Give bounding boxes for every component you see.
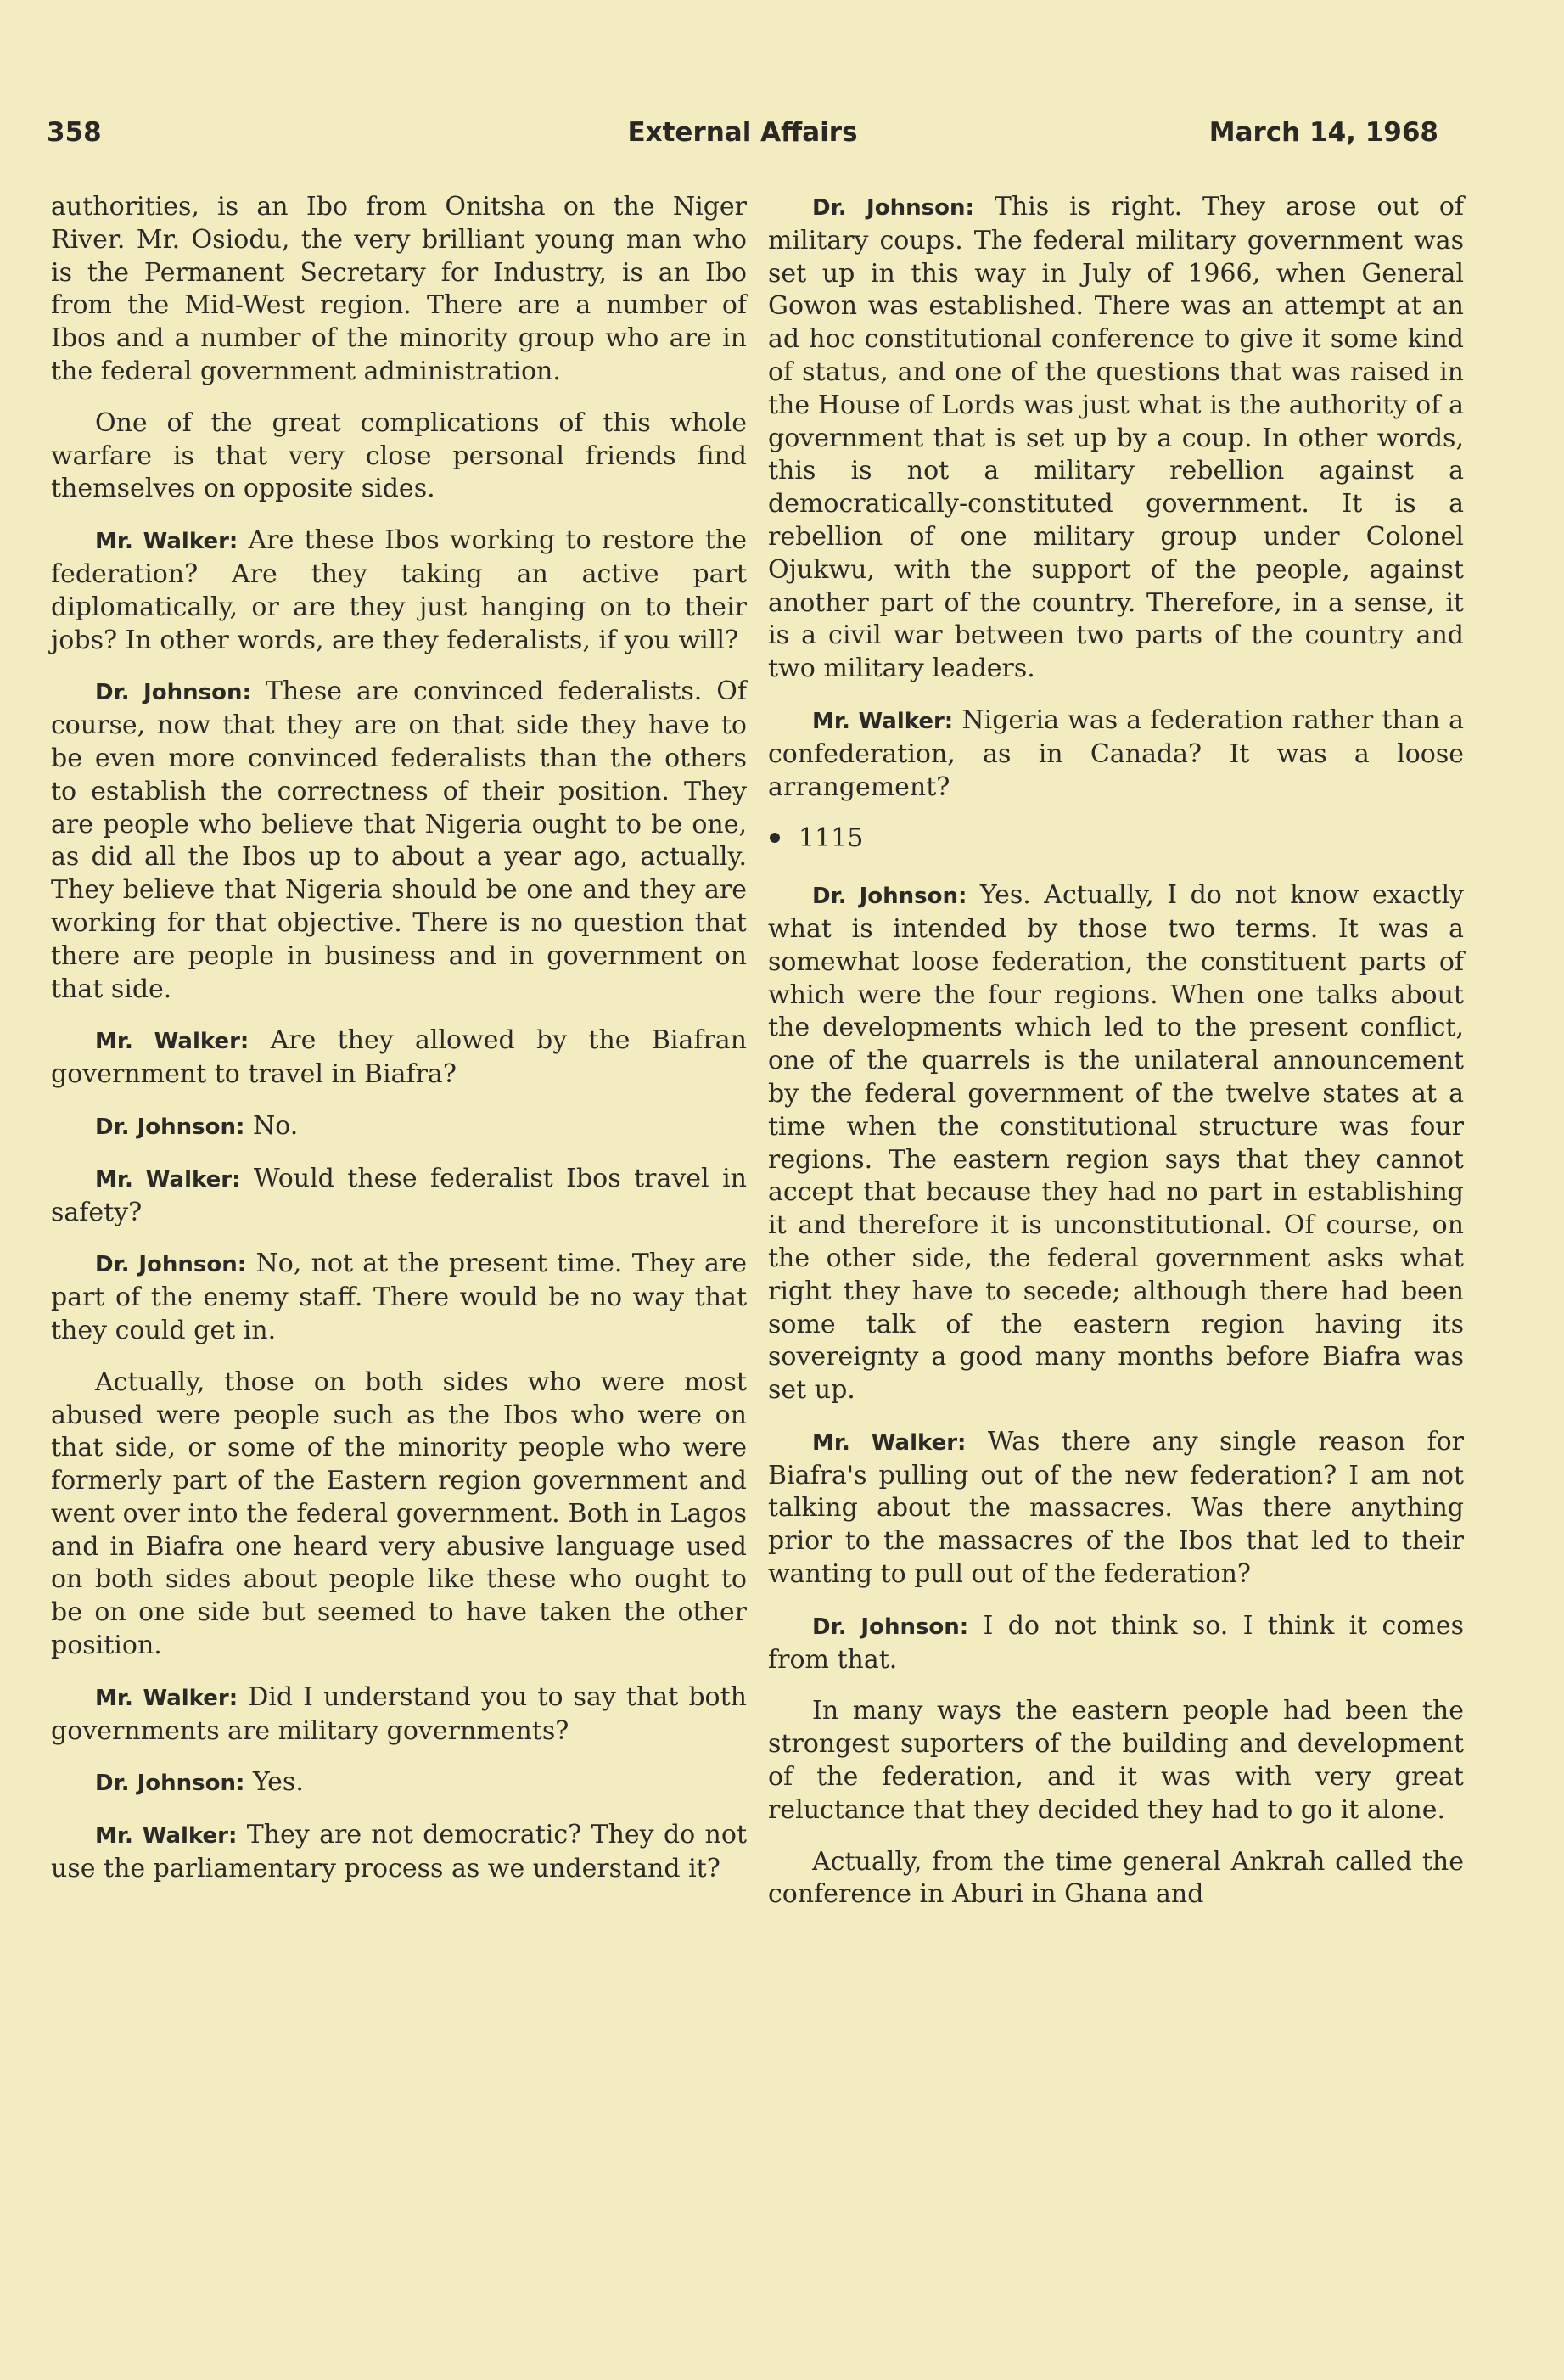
speaker-label: Dr. Johnson: — [95, 1252, 247, 1278]
speaker-label: Mr. Walker: — [95, 1166, 241, 1193]
paragraph: Mr. Walker: Nigeria was a federation rather than a confederation, as in Canada? It was a loose arrangement? — [768, 704, 1464, 802]
paragraph: Actually, those on both sides who were most abused were people such as the Ibos who were on that side, or some of the minority people who were formerly part of the Eastern region government and went over into the federal government. Both in Lagos and in Biafra one heard very abusive language used on both sides about people like these who ought to be on one side but seemed to have taken the other position. — [51, 1367, 747, 1661]
speaker-label: Mr. Walker: — [812, 708, 954, 734]
paragraph: Dr. Johnson: These are convinced federalists. Of course, now that they are on that side they have to be even more convinced federalists than the others to establish the correctness of their position. They are people who believe that Nigeria ought to be one, as did all the Ibos up to about a year ago, actually. They believe that Nigeria should be one and they are working for that objective. There is no question that there are people in business and in government on that side. — [51, 676, 747, 1004]
left-column — [51, 191, 747, 1905]
speaker-label: Mr. Walker: — [95, 1823, 238, 1850]
page-header — [47, 117, 1438, 160]
speaker-label: Dr. Johnson: — [95, 1114, 245, 1140]
speaker-label: Dr. Johnson: — [812, 195, 974, 221]
paragraph: Dr. Johnson: Yes. Actually, I do not know exactly what is intended by those two terms. It was a somewhat loose federation, the constituent parts of which were the four regions. When one talks about the developments which led to the present conflict, one of the quarrels is the unilateral announcement by the federal government of the twelve states at a time when the constitutional structure was four regions. The eastern region says that they cannot accept that because they had no part in establishing it and therefore it is unconstitutional. Of course, on the other side, the federal government asks what right they have to secede; although there had been some talk of the eastern region having its sovereignty a good many months before Biafra was set up. — [768, 880, 1464, 1406]
paragraph: authorities, is an Ibo from Onitsha on the Niger River. Mr. Osiodu, the very brilliant young man who is the Permanent Secretary for Industry, is an Ibo from the Mid-West region. There are a number of Ibos and a number of the minority group who are in the federal government administration. — [51, 192, 747, 386]
paragraph: One of the great complications of this whole warfare is that very close personal friends find themselves on opposite sides. — [51, 407, 747, 504]
speaker-label: Mr. Walker: — [95, 529, 238, 555]
speaker-label: Dr. Johnson: — [95, 680, 251, 706]
speaker-label: Mr. Walker: — [95, 1685, 238, 1711]
speaker-label: Dr. Johnson: — [95, 1771, 245, 1797]
paragraph: Dr. Johnson: No, not at the present time. They are part of the enemy staff. There would be no way that they could get in. — [51, 1249, 747, 1345]
paragraph: Mr. Walker: They are not democratic? They do not use the parliamentary process as we understand it? — [51, 1820, 747, 1884]
paragraph: Mr. Walker: Are they allowed by the Biafran government to travel in Biafra? — [51, 1025, 747, 1090]
speaker-label: Mr. Walker: — [95, 1029, 249, 1055]
paragraph: Dr. Johnson: Yes. — [95, 1767, 304, 1798]
header-date: March 14, 1968 — [1208, 117, 1438, 148]
paragraph: Mr. Walker: Would these federalist Ibos travel in safety? — [51, 1163, 747, 1227]
bullet-icon — [770, 833, 780, 843]
paragraph: Dr. Johnson: I do not think so. I think it comes from that. — [768, 1610, 1464, 1675]
speaker-label: Mr. Walker: — [812, 1429, 967, 1456]
paragraph: Mr. Walker: Did I understand you to say that both governments are military governments? — [51, 1681, 747, 1746]
paragraph: Actually, from the time general Ankrah called the conference in Aburi in Ghana and — [768, 1846, 1464, 1910]
paragraph: In many ways the eastern people had been the strongest suporters of the building and development of the federation, and it was with very great reluctance that they decided they had to go it alone. — [768, 1696, 1464, 1825]
running-title: External Affairs — [627, 117, 858, 148]
paragraph: Mr. Walker: Are these Ibos working to restore the federation? Are they taking an active part diplomatically, or are they just hanging on to their jobs? In other words, are they federalists, if you will? — [51, 525, 747, 655]
paragraph: Dr. Johnson: No. — [95, 1110, 299, 1141]
page-number: 358 — [47, 117, 102, 148]
time-marker: 1115 — [768, 822, 1464, 856]
paragraph: Dr. Johnson: This is right. They arose out of military coups. The federal military government was set up in this way in July of 1966, when General Gowon was established. There was an attempt at an ad hoc constitutional conference to give it some kind of status, and one of the questions that was raised in the House of Lords was just what is the authority of a government that is set up by a coup. In other words, this is not a military rebellion against a democratically-constituted government. It is a rebellion of one military group under Colonel Ojukwu, with the support of the people, against another part of the country. Therefore, in a sense, it is a civil war between two parts of the country and two military leaders. — [768, 192, 1465, 684]
paragraph: Mr. Walker: Was there any single reason for Biafra's pulling out of the new federation? I am not talking about the massacres. Was there anything prior to the massacres of the Ibos that led to their wanting to pull out of the federation? — [768, 1426, 1464, 1590]
right-column — [768, 191, 1464, 1930]
speaker-label: Dr. Johnson: — [812, 884, 967, 910]
speaker-label: Dr. Johnson: — [812, 1614, 969, 1640]
